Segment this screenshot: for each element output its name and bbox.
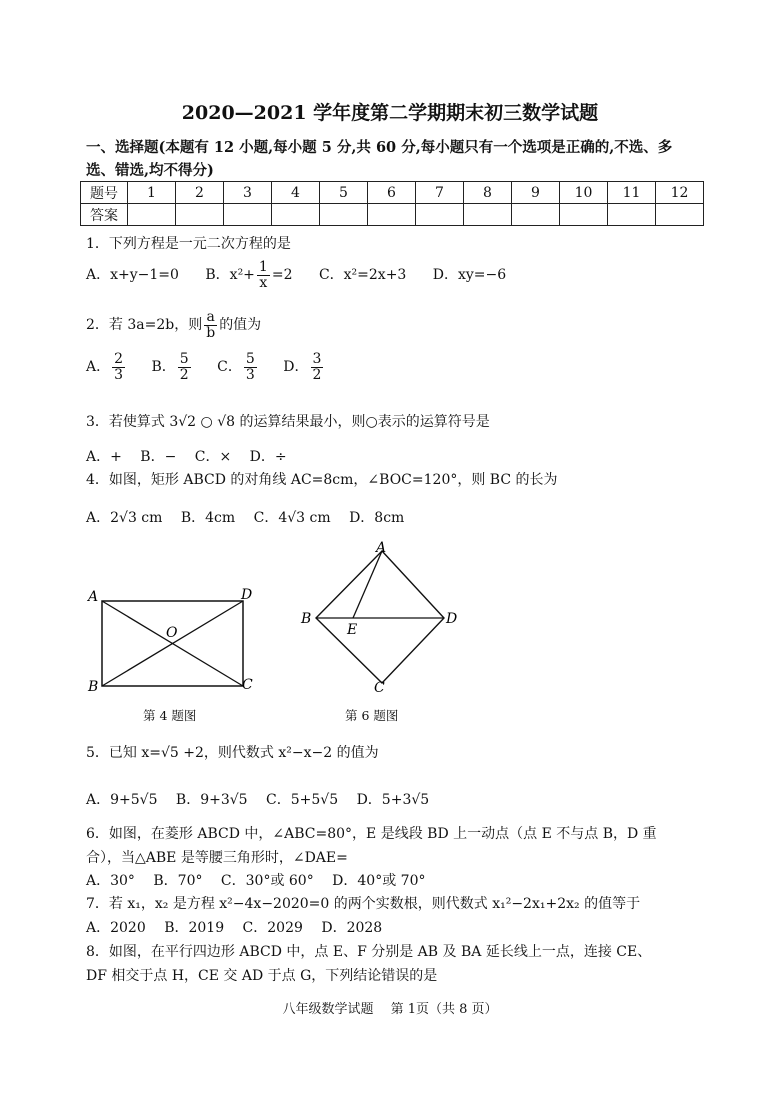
question-1-option-b-fraction (257, 260, 270, 290)
question-2-option-c-label: C． (217, 359, 242, 376)
fraction-numerator: 5 (245, 351, 255, 367)
question-1-option-b-post: =2 (271, 267, 293, 284)
table-cell-number: 6 (368, 182, 416, 204)
figure-6-caption: 第 6 题图 (345, 708, 399, 723)
table-cell-number: 5 (320, 182, 368, 204)
figure-4-caption: 第 4 题图 (143, 708, 197, 723)
question-2-option-a-label: A． (86, 359, 111, 376)
answer-cell[interactable] (320, 204, 368, 226)
answer-cell[interactable] (464, 204, 512, 226)
answer-cell[interactable] (656, 204, 704, 226)
question-3-stem: 3．若使算式 3√2 ○ √8 的运算结果最小，则○表示的运算符号是 (86, 414, 490, 430)
answer-cell[interactable] (560, 204, 608, 226)
question-1-options (86, 260, 506, 290)
fraction-denominator: 3 (245, 366, 255, 383)
figure-4-rectangle (86, 583, 266, 695)
question-5-options: A．9+5√5 B．9+3√5 C．5+5√5 D．5+3√5 (86, 792, 430, 808)
answer-cell[interactable] (512, 204, 560, 226)
question-1-option-b-pre: x²+ (229, 267, 255, 284)
fraction-denominator: 2 (312, 366, 322, 383)
table-cell-number: 7 (416, 182, 464, 204)
fig4-label-b: B (88, 679, 99, 695)
table-cell-number: 9 (512, 182, 560, 204)
table-cell-number: 2 (176, 182, 224, 204)
question-1-option-a: A．x+y−1=0 (86, 267, 179, 284)
fraction-denominator: 3 (114, 366, 124, 383)
question-2-fraction (204, 310, 217, 340)
question-2-stem-pre: 2．若 3a=2b，则 (86, 317, 203, 334)
answer-cell[interactable] (176, 204, 224, 226)
question-2-stem-post: 的值为 (219, 317, 262, 334)
fig4-label-o: O (166, 625, 178, 641)
question-2-option-d-label: D． (283, 359, 309, 376)
question-6-stem-line1: 6．如图，在菱形 ABCD 中，∠ABC=80°，E 是线段 BD 上一动点（点 E 不与点 B，D 重 (86, 826, 657, 842)
question-7-options: A．2020 B．2019 C．2029 D．2028 (86, 920, 383, 936)
fraction-denominator: 2 (179, 366, 189, 383)
fraction-denominator: b (206, 324, 216, 341)
fig4-label-c: C (242, 677, 253, 693)
fig4-label-a: A (88, 589, 99, 605)
fraction-numerator: 2 (114, 351, 124, 367)
answer-cell[interactable] (224, 204, 272, 226)
question-2-options (86, 352, 325, 382)
question-1-option-d: D．xy=−6 (432, 267, 507, 284)
table-answer-label: 答案 (81, 204, 128, 226)
table-header-label: 题号 (81, 182, 128, 204)
fig4-label-d: D (241, 587, 253, 603)
answer-cell[interactable] (608, 204, 656, 226)
fraction-numerator: 1 (258, 259, 268, 275)
fraction-numerator: 3 (312, 351, 322, 367)
section-heading-line1: 一、选择题(本题有 12 小题,每小题 5 分,共 60 分,每小题只有一个选项是正确的,不选、多 (86, 139, 673, 156)
question-2-option-a-fraction (112, 352, 125, 382)
page-title: 2020—2021 学年度第二学期期末初三数学试题 (181, 102, 599, 124)
question-1-option-b-label: B． (205, 267, 230, 284)
question-7-stem: 7．若 x₁，x₂ 是方程 x²−4x−2020=0 的两个实数根，则代数式 x₁²−2x₁+2x₂ 的值等于 (86, 896, 641, 912)
question-8-stem-line1: 8．如图，在平行四边形 ABCD 中，点 E、F 分别是 AB 及 BA 延长线上一点，连接 CE、 (86, 944, 652, 960)
rhombus-outline (316, 551, 444, 683)
section-heading-line2: 选、错选,均不得分) (86, 162, 214, 179)
answer-cell[interactable] (368, 204, 416, 226)
fig6-label-d: D (446, 611, 458, 627)
table-cell-number: 11 (608, 182, 656, 204)
fraction-denominator: x (259, 274, 268, 291)
figure-6-rhombus (296, 538, 466, 696)
answer-cell[interactable] (272, 204, 320, 226)
segment-ae (353, 551, 382, 618)
answer-table (80, 181, 704, 226)
question-2-option-b-fraction (178, 352, 191, 382)
question-1-stem: 1．下列方程是一元二次方程的是 (86, 236, 291, 252)
answer-table-number-row (81, 182, 704, 204)
question-2-stem (86, 310, 261, 340)
question-2-option-b-label: B． (151, 359, 176, 376)
question-2-option-d-fraction (311, 352, 324, 382)
question-6-options: A．30° B．70° C．30°或 60° D．40°或 70° (86, 873, 426, 889)
fraction-numerator: 5 (179, 351, 189, 367)
page-footer: 八年级数学试题 第 1页（共 8 页） (282, 1002, 498, 1017)
question-8-stem-line2: DF 相交于点 H，CE 交 AD 于点 G，下列结论错误的是 (86, 968, 438, 984)
table-cell-number: 4 (272, 182, 320, 204)
fig6-label-a: A (376, 540, 387, 556)
question-1-option-c: C．x²=2x+3 (318, 267, 407, 284)
answer-cell[interactable] (128, 204, 176, 226)
fig6-label-c: C (374, 680, 385, 696)
table-cell-number: 3 (224, 182, 272, 204)
fig6-label-e: E (347, 622, 358, 638)
question-4-stem: 4．如图，矩形 ABCD 的对角线 AC=8cm，∠BOC=120°，则 BC 的长为 (86, 472, 558, 488)
question-4-options: A．2√3 cm B．4cm C．4√3 cm D．8cm (86, 510, 405, 526)
fraction-numerator: a (204, 310, 217, 326)
table-cell-number: 8 (464, 182, 512, 204)
question-6-stem-line2: 合），当△ABE 是等腰三角形时，∠DAE= (86, 850, 348, 866)
table-cell-number: 12 (656, 182, 704, 204)
answer-table-answer-row (81, 204, 704, 226)
table-cell-number: 10 (560, 182, 608, 204)
question-3-options: A．+ B．− C．× D．÷ (86, 449, 287, 465)
answer-cell[interactable] (416, 204, 464, 226)
fig6-label-b: B (301, 611, 312, 627)
question-2-option-c-fraction (244, 352, 257, 382)
table-cell-number: 1 (128, 182, 176, 204)
question-5-stem: 5．已知 x=√5 +2，则代数式 x²−x−2 的值为 (86, 745, 379, 761)
